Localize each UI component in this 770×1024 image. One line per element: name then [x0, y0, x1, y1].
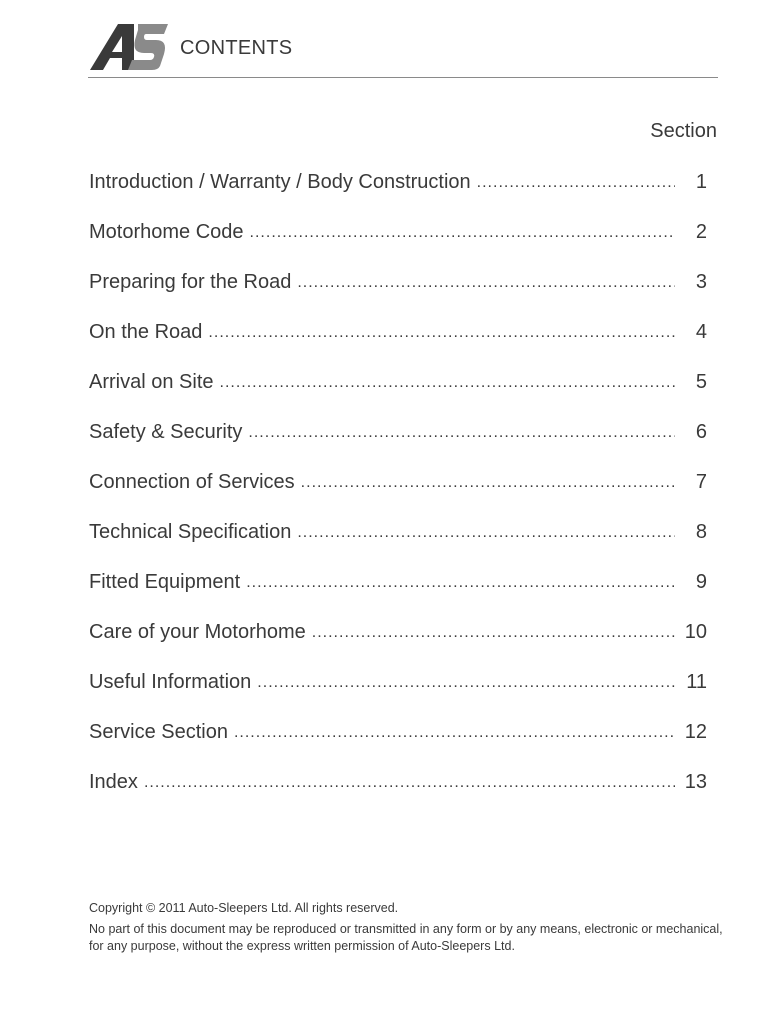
- toc-dot-leader: [301, 469, 675, 497]
- copyright-notice: No part of this document may be reproduced or transmitted in any form or by any means, electronic or mechanical, for any purpose, without the express written permission of Auto-Sleepers Ltd.: [89, 922, 723, 953]
- toc-entry[interactable]: [89, 569, 707, 619]
- toc-entry[interactable]: [89, 669, 707, 719]
- copyright-text: Copyright © 2011 Auto-Sleepers Ltd. All rights reserved.: [89, 901, 399, 915]
- toc-section-number: 1: [695, 171, 707, 193]
- toc-entry-title: Fitted Equipment: [89, 571, 241, 593]
- toc-entry-title: Preparing for the Road: [89, 271, 292, 293]
- toc-section-number: 5: [695, 371, 707, 393]
- toc-entry-title: Connection of Services: [89, 471, 295, 493]
- toc-entry[interactable]: [89, 169, 707, 219]
- toc-entry[interactable]: [89, 419, 707, 469]
- page-title: CONTENTS: [180, 37, 293, 59]
- toc-dot-leader: [250, 219, 675, 247]
- toc-entry[interactable]: [89, 619, 707, 669]
- toc-entry-title: Service Section: [89, 721, 228, 743]
- toc-dot-leader: [248, 419, 675, 447]
- auto-sleepers-logo: [88, 22, 170, 72]
- toc-section-number: 4: [695, 321, 707, 343]
- toc-dot-leader: [246, 569, 675, 597]
- toc-entry[interactable]: [89, 369, 707, 419]
- toc-section-number: 7: [695, 471, 707, 493]
- toc-entry[interactable]: [89, 519, 707, 569]
- toc-section-number: 3: [695, 271, 707, 293]
- toc-dot-leader: [220, 369, 676, 397]
- toc-entry-title: Technical Specification: [89, 521, 292, 543]
- toc-entry[interactable]: [89, 269, 707, 319]
- table-of-contents: [89, 169, 707, 819]
- toc-entry-title: Care of your Motorhome: [89, 621, 306, 643]
- toc-dot-leader: [312, 619, 675, 647]
- toc-dot-leader: [208, 319, 675, 347]
- toc-entry[interactable]: [89, 219, 707, 269]
- toc-dot-leader: [297, 269, 675, 297]
- toc-entry[interactable]: [89, 469, 707, 519]
- toc-section-number: 12: [684, 721, 707, 743]
- toc-entry[interactable]: [89, 719, 707, 769]
- toc-dot-leader: [234, 719, 675, 747]
- toc-dot-leader: [144, 769, 675, 797]
- toc-section-number: 2: [695, 221, 707, 243]
- toc-entry-title: Introduction / Warranty / Body Construction: [89, 171, 471, 193]
- toc-section-number: 13: [684, 771, 707, 793]
- toc-section-number: 11: [686, 671, 707, 693]
- toc-entry-title: Motorhome Code: [89, 221, 244, 243]
- toc-dot-leader: [297, 519, 675, 547]
- toc-section-number: 8: [695, 521, 707, 543]
- page-header: [88, 20, 718, 78]
- toc-entry-title: On the Road: [89, 321, 203, 343]
- toc-entry[interactable]: [89, 319, 707, 369]
- toc-section-number: 9: [695, 571, 707, 593]
- toc-section-number: 6: [695, 421, 707, 443]
- copyright-footer: [89, 900, 729, 955]
- toc-section-number: 10: [684, 621, 707, 643]
- toc-entry-title: Safety & Security: [89, 421, 243, 443]
- toc-entry[interactable]: [89, 769, 707, 819]
- toc-entry-title: Index: [89, 771, 138, 793]
- section-column-heading: Section: [650, 120, 717, 142]
- toc-dot-leader: [477, 169, 675, 197]
- toc-dot-leader: [257, 669, 675, 697]
- toc-entry-title: Arrival on Site: [89, 371, 214, 393]
- toc-entry-title: Useful Information: [89, 671, 252, 693]
